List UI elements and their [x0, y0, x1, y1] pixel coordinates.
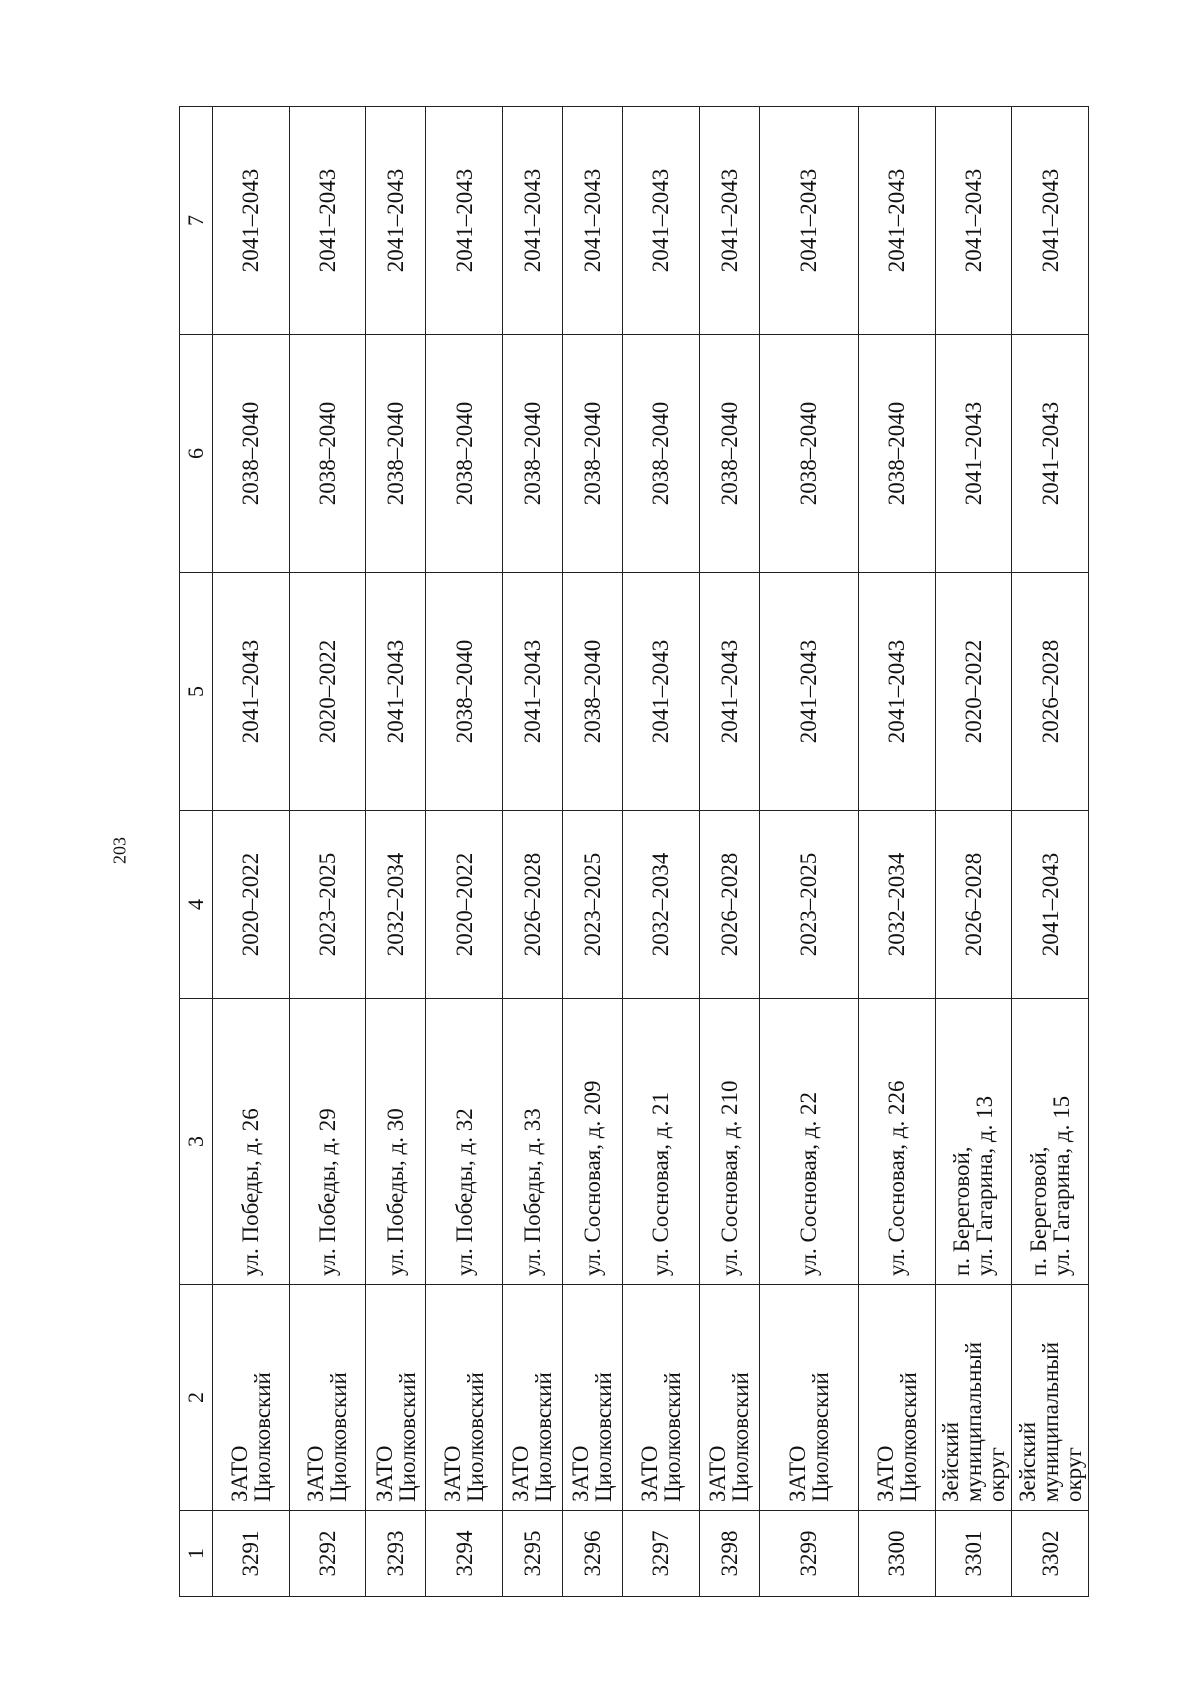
address-cell: ул. Сосновая, д. 21 [622, 999, 699, 1285]
period-cell-7: 2041–2043 [699, 107, 759, 335]
row-number: 3299 [759, 1511, 858, 1597]
page-number: 203 [109, 837, 130, 864]
period-cell-4: 2026–2028 [935, 811, 1012, 999]
table-row [366, 107, 426, 1597]
header-row [180, 107, 213, 1597]
row-number: 3296 [562, 1511, 622, 1597]
period-cell-4: 2032–2034 [622, 811, 699, 999]
period-cell-6: 2038–2040 [502, 335, 562, 573]
address-cell: ул. Сосновая, д. 226 [859, 999, 936, 1285]
period-cell-4: 2023–2025 [562, 811, 622, 999]
period-cell-6: 2041–2043 [935, 335, 1012, 573]
period-cell-7: 2041–2043 [426, 107, 503, 335]
row-number: 3294 [426, 1511, 503, 1597]
period-cell-7: 2041–2043 [502, 107, 562, 335]
period-cell-5: 2038–2040 [562, 573, 622, 811]
period-cell-6: 2038–2040 [859, 335, 936, 573]
data-table [179, 106, 1089, 1597]
period-cell-4: 2041–2043 [1012, 811, 1089, 999]
period-cell-6: 2038–2040 [366, 335, 426, 573]
address-cell: п. Береговой, ул. Гагарина, д. 15 [1012, 999, 1089, 1285]
period-cell-5: 2041–2043 [622, 573, 699, 811]
district-cell: ЗАТО Циолковский [289, 1285, 366, 1511]
period-cell-7: 2041–2043 [366, 107, 426, 335]
table-row [759, 107, 858, 1597]
period-cell-5: 2041–2043 [502, 573, 562, 811]
district-cell: ЗАТО Циолковский [213, 1285, 290, 1511]
district-cell: ЗАТО Циолковский [759, 1285, 858, 1511]
row-number: 3300 [859, 1511, 936, 1597]
table-row [502, 107, 562, 1597]
address-cell: ул. Победы, д. 29 [289, 999, 366, 1285]
period-cell-7: 2041–2043 [859, 107, 936, 335]
address-cell: ул. Сосновая, д. 210 [699, 999, 759, 1285]
address-cell: ул. Победы, д. 26 [213, 999, 290, 1285]
period-cell-4: 2020–2022 [426, 811, 503, 999]
period-cell-4: 2026–2028 [699, 811, 759, 999]
column-header: 3 [180, 999, 213, 1285]
district-cell: ЗАТО Циолковский [699, 1285, 759, 1511]
table-row [622, 107, 699, 1597]
period-cell-4: 2032–2034 [366, 811, 426, 999]
column-header: 7 [180, 107, 213, 335]
period-cell-6: 2038–2040 [699, 335, 759, 573]
address-cell: ул. Победы, д. 33 [502, 999, 562, 1285]
period-cell-5: 2041–2043 [213, 573, 290, 811]
district-cell: ЗАТО Циолковский [859, 1285, 936, 1511]
column-header: 6 [180, 335, 213, 573]
column-header: 5 [180, 573, 213, 811]
table-row [859, 107, 936, 1597]
period-cell-5: 2041–2043 [699, 573, 759, 811]
period-cell-7: 2041–2043 [622, 107, 699, 335]
column-header: 1 [180, 1511, 213, 1597]
period-cell-5: 2020–2022 [935, 573, 1012, 811]
district-cell: ЗАТО Циолковский [622, 1285, 699, 1511]
period-cell-6: 2041–2043 [1012, 335, 1089, 573]
row-number: 3292 [289, 1511, 366, 1597]
district-cell: ЗАТО Циолковский [426, 1285, 503, 1511]
row-number: 3293 [366, 1511, 426, 1597]
period-cell-7: 2041–2043 [289, 107, 366, 335]
row-number: 3297 [622, 1511, 699, 1597]
column-header: 4 [180, 811, 213, 999]
period-cell-7: 2041–2043 [562, 107, 622, 335]
period-cell-4: 2023–2025 [289, 811, 366, 999]
table-row [1012, 107, 1089, 1597]
period-cell-5: 2041–2043 [759, 573, 858, 811]
period-cell-5: 2020–2022 [289, 573, 366, 811]
table-body [213, 107, 1089, 1597]
column-header: 2 [180, 1285, 213, 1511]
period-cell-7: 2041–2043 [759, 107, 858, 335]
table-row [289, 107, 366, 1597]
table-row [562, 107, 622, 1597]
period-cell-4: 2023–2025 [759, 811, 858, 999]
district-cell: Зейский муниципальный округ [1012, 1285, 1089, 1511]
period-cell-5: 2041–2043 [366, 573, 426, 811]
period-cell-7: 2041–2043 [935, 107, 1012, 335]
period-cell-4: 2032–2034 [859, 811, 936, 999]
period-cell-4: 2026–2028 [502, 811, 562, 999]
district-cell: ЗАТО Циолковский [562, 1285, 622, 1511]
row-number: 3291 [213, 1511, 290, 1597]
address-cell: ул. Победы, д. 30 [366, 999, 426, 1285]
row-number: 3295 [502, 1511, 562, 1597]
period-cell-6: 2038–2040 [426, 335, 503, 573]
table-row [213, 107, 290, 1597]
row-number: 3298 [699, 1511, 759, 1597]
period-cell-6: 2038–2040 [213, 335, 290, 573]
table-container [179, 107, 1089, 1597]
period-cell-6: 2038–2040 [562, 335, 622, 573]
period-cell-6: 2038–2040 [289, 335, 366, 573]
period-cell-5: 2041–2043 [859, 573, 936, 811]
table-row [699, 107, 759, 1597]
period-cell-4: 2020–2022 [213, 811, 290, 999]
period-cell-6: 2038–2040 [622, 335, 699, 573]
address-cell: ул. Сосновая, д. 209 [562, 999, 622, 1285]
address-cell: ул. Сосновая, д. 22 [759, 999, 858, 1285]
period-cell-7: 2041–2043 [1012, 107, 1089, 335]
period-cell-6: 2038–2040 [759, 335, 858, 573]
row-number: 3301 [935, 1511, 1012, 1597]
table-row [426, 107, 503, 1597]
row-number: 3302 [1012, 1511, 1089, 1597]
period-cell-5: 2026–2028 [1012, 573, 1089, 811]
address-cell: ул. Победы, д. 32 [426, 999, 503, 1285]
address-cell: п. Береговой, ул. Гагарина, д. 13 [935, 999, 1012, 1285]
district-cell: ЗАТО Циолковский [366, 1285, 426, 1511]
district-cell: Зейский муниципальный округ [935, 1285, 1012, 1511]
period-cell-7: 2041–2043 [213, 107, 290, 335]
table-row [935, 107, 1012, 1597]
district-cell: ЗАТО Циолковский [502, 1285, 562, 1511]
period-cell-5: 2038–2040 [426, 573, 503, 811]
